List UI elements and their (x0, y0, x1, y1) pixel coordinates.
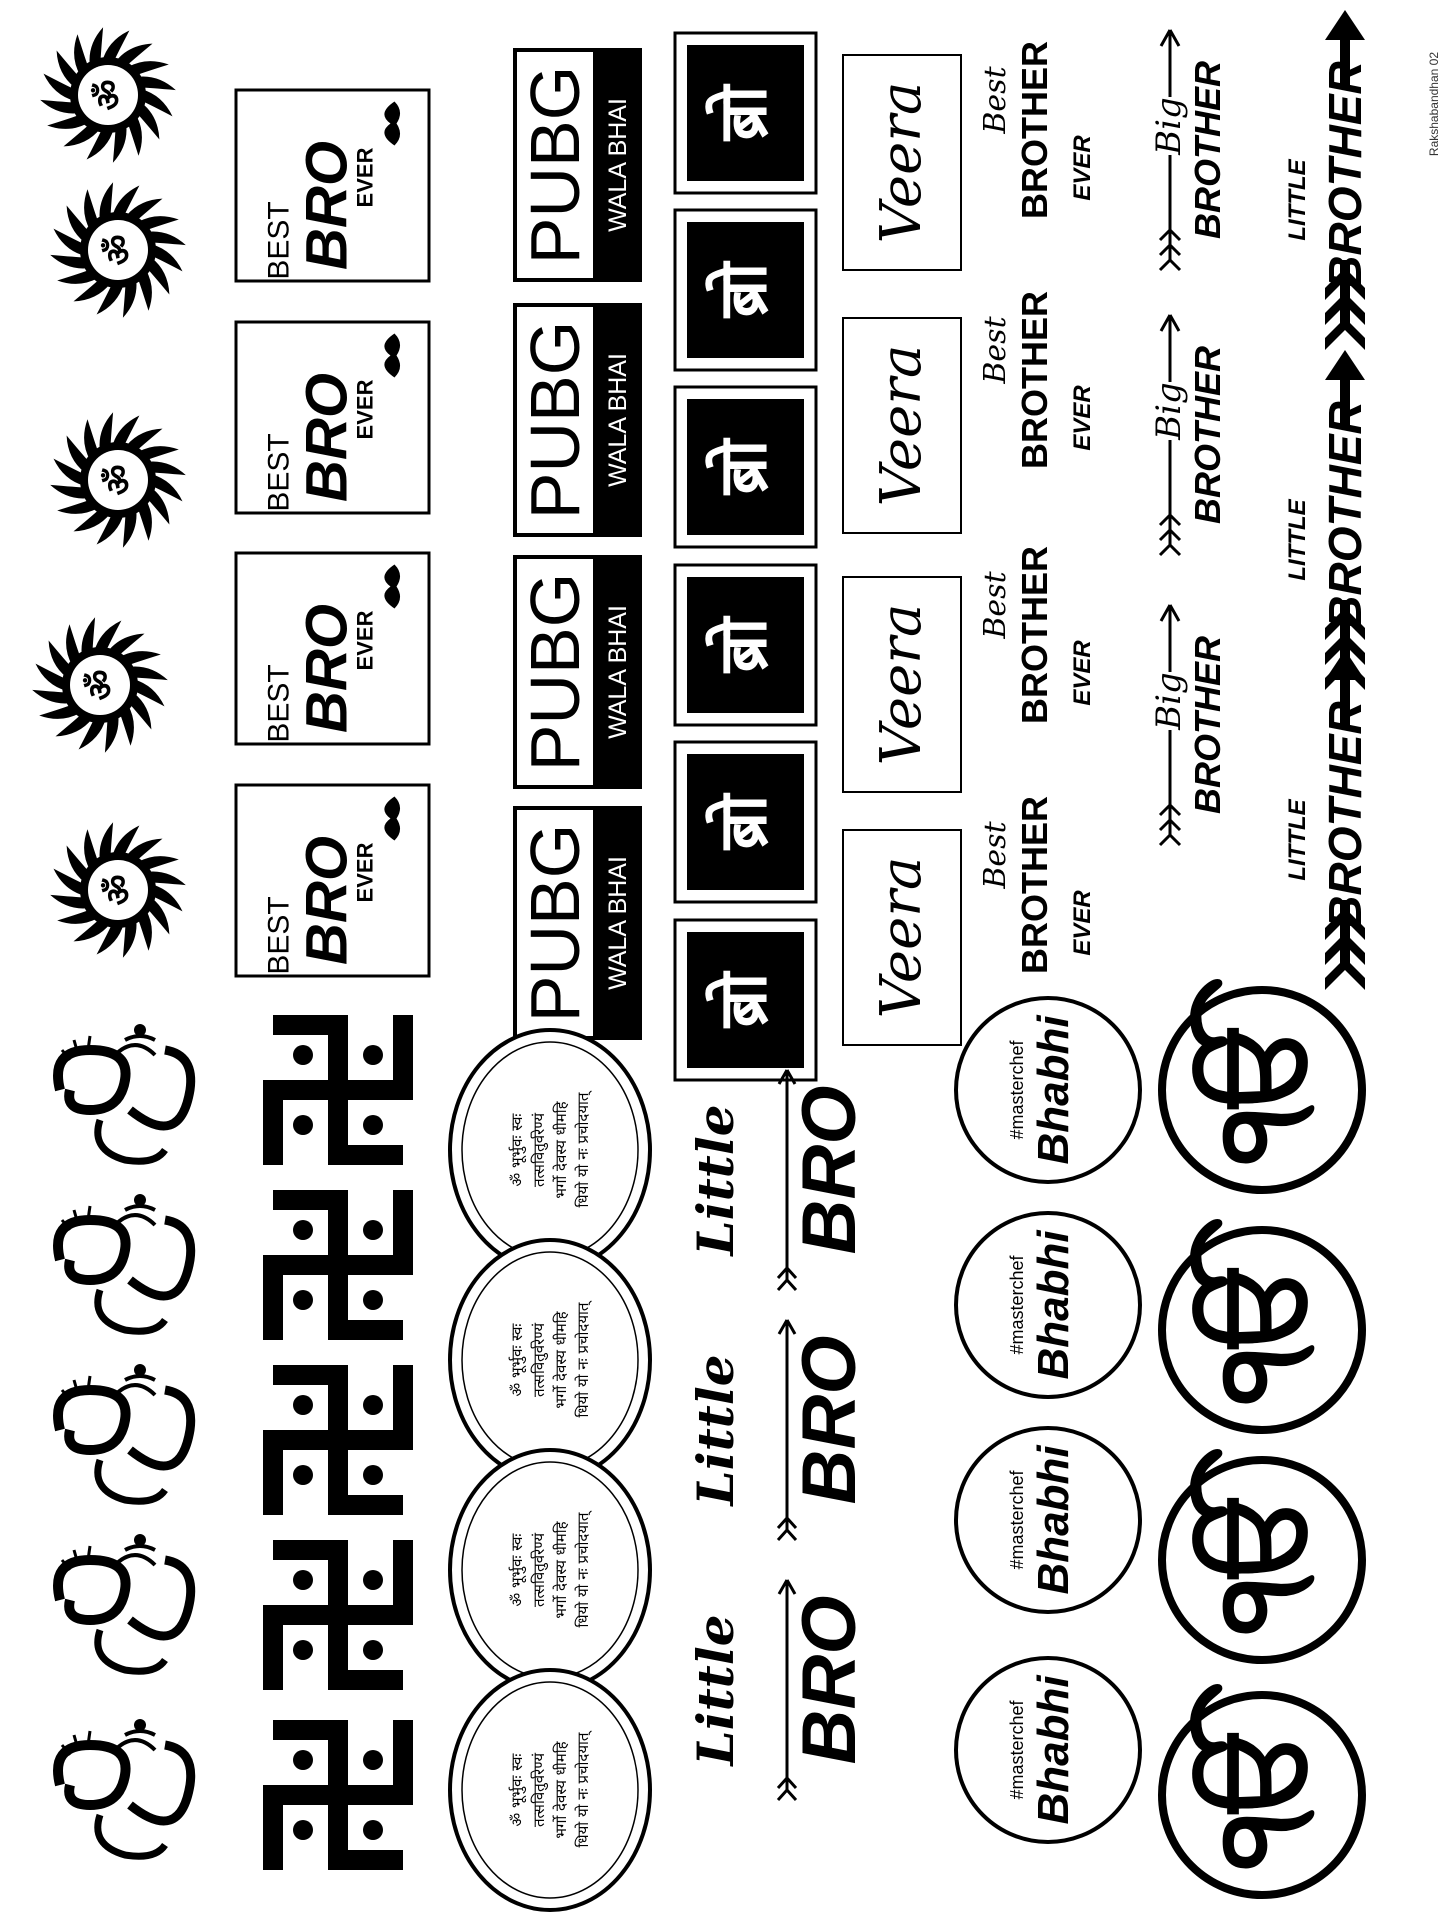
bro-devanagari-sticker (675, 210, 816, 370)
veera-sticker (843, 55, 961, 270)
pubg-sticker (515, 557, 640, 787)
little-bro-bro-text: BRO (787, 1335, 872, 1505)
bro-devanagari-sticker (675, 33, 816, 193)
big-brother-big-text: Big (1149, 382, 1189, 440)
little-bro-little-text: Little (686, 1354, 745, 1506)
pubg-sticker (515, 305, 640, 535)
little-bro-little-text: Little (686, 1614, 745, 1766)
bhabhi-name-text: Bhabhi (1029, 1675, 1078, 1825)
mantra-line: धियो यो नः प्रचोदयात् (574, 1732, 592, 1848)
mantra-line: भर्गो देवस्य धीमहि (552, 1741, 570, 1839)
best-brother-ever-text: EVER (1069, 135, 1096, 201)
om-ganesha-icon (58, 1364, 191, 1501)
little-brother-sticker (1284, 350, 1371, 690)
best-bro-ever-text: EVER (352, 379, 378, 440)
swastika-icon (263, 1015, 413, 1165)
sun-om-icon (50, 822, 186, 958)
mantra-line: तत्सवितुर्वरेण्यं (530, 1532, 548, 1608)
mantra-line: धियो यो नः प्रचोदयात् (574, 1302, 592, 1418)
bro-devanagari-sticker (675, 742, 816, 902)
best-bro-bro-text: BRO (294, 836, 360, 965)
bhabhi-tag-text: #masterchef (1007, 1470, 1027, 1570)
sun-om-icon (40, 27, 176, 163)
little-brother-brother-text: BROTHER (1319, 61, 1371, 289)
mantra-oval-sticker (450, 1450, 650, 1690)
best-bro-best-text: BEST (262, 896, 296, 975)
om-ganesha-icon (58, 1024, 191, 1161)
pubg-sub-text: WALA BHAI (604, 353, 632, 487)
veera-text: Veera (869, 603, 934, 766)
mantra-line: तत्सवितुर्वरेण्यं (530, 1752, 548, 1828)
best-bro-bro-text: BRO (294, 141, 360, 270)
mantra-line: तत्सवितुर्वरेण्यं (530, 1322, 548, 1398)
best-bro-bro-text: BRO (294, 604, 360, 733)
bro-devanagari-sticker (675, 920, 816, 1080)
bhabhi-name-text: Bhabhi (1029, 1015, 1078, 1165)
ik-onkar-glyph: ੴ (1190, 1256, 1329, 1404)
best-brother-sticker (978, 796, 1096, 974)
little-brother-sticker (1284, 650, 1371, 990)
ik-onkar-circle-sticker (1162, 1218, 1362, 1430)
little-brother-little-text: LITTLE (1284, 159, 1311, 241)
little-bro-sticker (686, 1320, 872, 1540)
veera-text: Veera (869, 344, 934, 507)
ik-onkar-circle-sticker (1162, 978, 1362, 1190)
veera-sticker (843, 830, 961, 1045)
sheet-footer-label: Rakshabandhan 02 (1427, 52, 1441, 157)
om-ganesha-icon (58, 1719, 191, 1856)
best-bro-best-text: BEST (262, 201, 296, 280)
big-brother-sticker (1148, 605, 1228, 845)
little-brother-little-text: LITTLE (1284, 499, 1311, 581)
pubg-title-text: PUBG (516, 572, 594, 772)
om-glyph: ॐ (99, 874, 139, 906)
best-bro-sticker (236, 90, 429, 281)
sun-om-icon (32, 617, 168, 753)
bro-devanagari-text: ब्रो (704, 439, 782, 495)
sun-om-icon (50, 182, 186, 318)
bro-devanagari-text: ब्रो (704, 617, 782, 673)
best-brother-sticker (978, 291, 1096, 469)
bhabhi-circle-sticker (956, 998, 1140, 1182)
veera-text: Veera (869, 856, 934, 1019)
swastika-icon (263, 1540, 413, 1690)
ik-onkar-glyph: ੴ (1190, 1721, 1329, 1869)
bro-devanagari-sticker (675, 565, 816, 725)
mantra-line: धियो यो नः प्रचोदयात् (574, 1092, 592, 1208)
little-bro-sticker (686, 1580, 872, 1800)
little-brother-brother-text: BROTHER (1319, 701, 1371, 929)
best-brother-best-text: Best (978, 316, 1013, 384)
pubg-sub-text: WALA BHAI (604, 98, 632, 232)
mantra-oval-sticker (450, 1670, 650, 1910)
bro-devanagari-text: ब्रो (704, 85, 782, 141)
best-brother-brother-text: BROTHER (1014, 41, 1055, 219)
big-brother-big-text: Big (1149, 672, 1189, 730)
bhabhi-name-text: Bhabhi (1029, 1230, 1078, 1380)
best-bro-sticker (236, 553, 429, 744)
bhabhi-tag-text: #masterchef (1007, 1700, 1027, 1800)
big-brother-brother-text: BROTHER (1187, 61, 1228, 239)
best-brother-ever-text: EVER (1069, 640, 1096, 706)
om-glyph: ॐ (89, 79, 129, 111)
mantra-line: भर्गो देवस्य धीमहि (552, 1521, 570, 1619)
best-bro-ever-text: EVER (352, 147, 378, 208)
best-bro-best-text: BEST (262, 433, 296, 512)
big-brother-brother-text: BROTHER (1187, 346, 1228, 524)
bhabhi-tag-text: #masterchef (1007, 1255, 1027, 1355)
om-glyph: ॐ (99, 464, 139, 496)
swastika-icon (263, 1720, 413, 1870)
bhabhi-tag-text: #masterchef (1007, 1040, 1027, 1140)
mantra-line: ॐ भूर्भुवः स्वः (508, 1113, 526, 1187)
best-brother-brother-text: BROTHER (1014, 291, 1055, 469)
pubg-sub-text: WALA BHAI (604, 856, 632, 990)
veera-sticker (843, 577, 961, 792)
ik-onkar-circle-sticker (1162, 1448, 1362, 1660)
pubg-title-text: PUBG (516, 320, 594, 520)
best-brother-sticker (978, 546, 1096, 724)
veera-sticker (843, 318, 961, 533)
best-bro-ever-text: EVER (352, 842, 378, 903)
best-brother-best-text: Best (978, 821, 1013, 889)
ik-onkar-glyph: ੴ (1190, 1016, 1329, 1164)
best-brother-best-text: Best (978, 66, 1013, 134)
om-glyph: ॐ (99, 234, 139, 266)
pubg-sticker (515, 50, 640, 280)
best-bro-sticker (236, 785, 429, 976)
mantra-line: ॐ भूर्भुवः स्वः (508, 1323, 526, 1397)
best-brother-brother-text: BROTHER (1014, 546, 1055, 724)
little-brother-sticker (1284, 10, 1371, 350)
little-bro-bro-text: BRO (787, 1085, 872, 1255)
best-bro-ever-text: EVER (352, 610, 378, 671)
swastika-icon (263, 1365, 413, 1515)
sun-om-icon (50, 412, 186, 548)
best-brother-brother-text: BROTHER (1014, 796, 1055, 974)
little-brother-little-text: LITTLE (1284, 799, 1311, 881)
bhabhi-circle-sticker (956, 1658, 1140, 1842)
little-bro-sticker (686, 1070, 872, 1290)
mantra-line: धियो यो नः प्रचोदयात् (574, 1512, 592, 1628)
best-brother-best-text: Best (978, 571, 1013, 639)
big-brother-sticker (1148, 30, 1228, 270)
mantra-line: तत्सवितुर्वरेण्यं (530, 1112, 548, 1188)
mantra-oval-sticker (450, 1240, 650, 1480)
best-bro-sticker (236, 322, 429, 513)
best-brother-ever-text: EVER (1069, 890, 1096, 956)
mantra-line: ॐ भूर्भुवः स्वः (508, 1533, 526, 1607)
big-brother-big-text: Big (1149, 97, 1189, 155)
mantra-line: भर्गो देवस्य धीमहि (552, 1101, 570, 1199)
pubg-title-text: PUBG (516, 65, 594, 265)
swastika-icon (263, 1190, 413, 1340)
pubg-title-text: PUBG (516, 823, 594, 1023)
veera-text: Veera (869, 81, 934, 244)
bro-devanagari-sticker (675, 387, 816, 547)
little-bro-bro-text: BRO (787, 1595, 872, 1765)
best-bro-best-text: BEST (262, 664, 296, 743)
big-brother-sticker (1148, 315, 1228, 555)
bro-devanagari-text: ब्रो (704, 972, 782, 1028)
bro-devanagari-text: ब्रो (704, 794, 782, 850)
bhabhi-name-text: Bhabhi (1029, 1445, 1078, 1595)
bhabhi-circle-sticker (956, 1213, 1140, 1397)
mantra-line: भर्गो देवस्य धीमहि (552, 1311, 570, 1409)
ik-onkar-circle-sticker (1162, 1683, 1362, 1895)
little-brother-brother-text: BROTHER (1319, 401, 1371, 629)
ik-onkar-glyph: ੴ (1190, 1486, 1329, 1634)
bro-devanagari-text: ब्रो (704, 262, 782, 318)
om-ganesha-icon (58, 1534, 191, 1671)
pubg-sub-text: WALA BHAI (604, 605, 632, 739)
best-bro-bro-text: BRO (294, 373, 360, 502)
pubg-sticker (515, 808, 640, 1038)
best-brother-ever-text: EVER (1069, 385, 1096, 451)
big-brother-brother-text: BROTHER (1187, 636, 1228, 814)
bhabhi-circle-sticker (956, 1428, 1140, 1612)
best-brother-sticker (978, 41, 1096, 219)
mantra-line: ॐ भूर्भुवः स्वः (508, 1753, 526, 1827)
om-ganesha-icon (58, 1194, 191, 1331)
mantra-oval-sticker (450, 1030, 650, 1270)
little-bro-little-text: Little (686, 1104, 745, 1256)
om-glyph: ॐ (81, 669, 121, 701)
